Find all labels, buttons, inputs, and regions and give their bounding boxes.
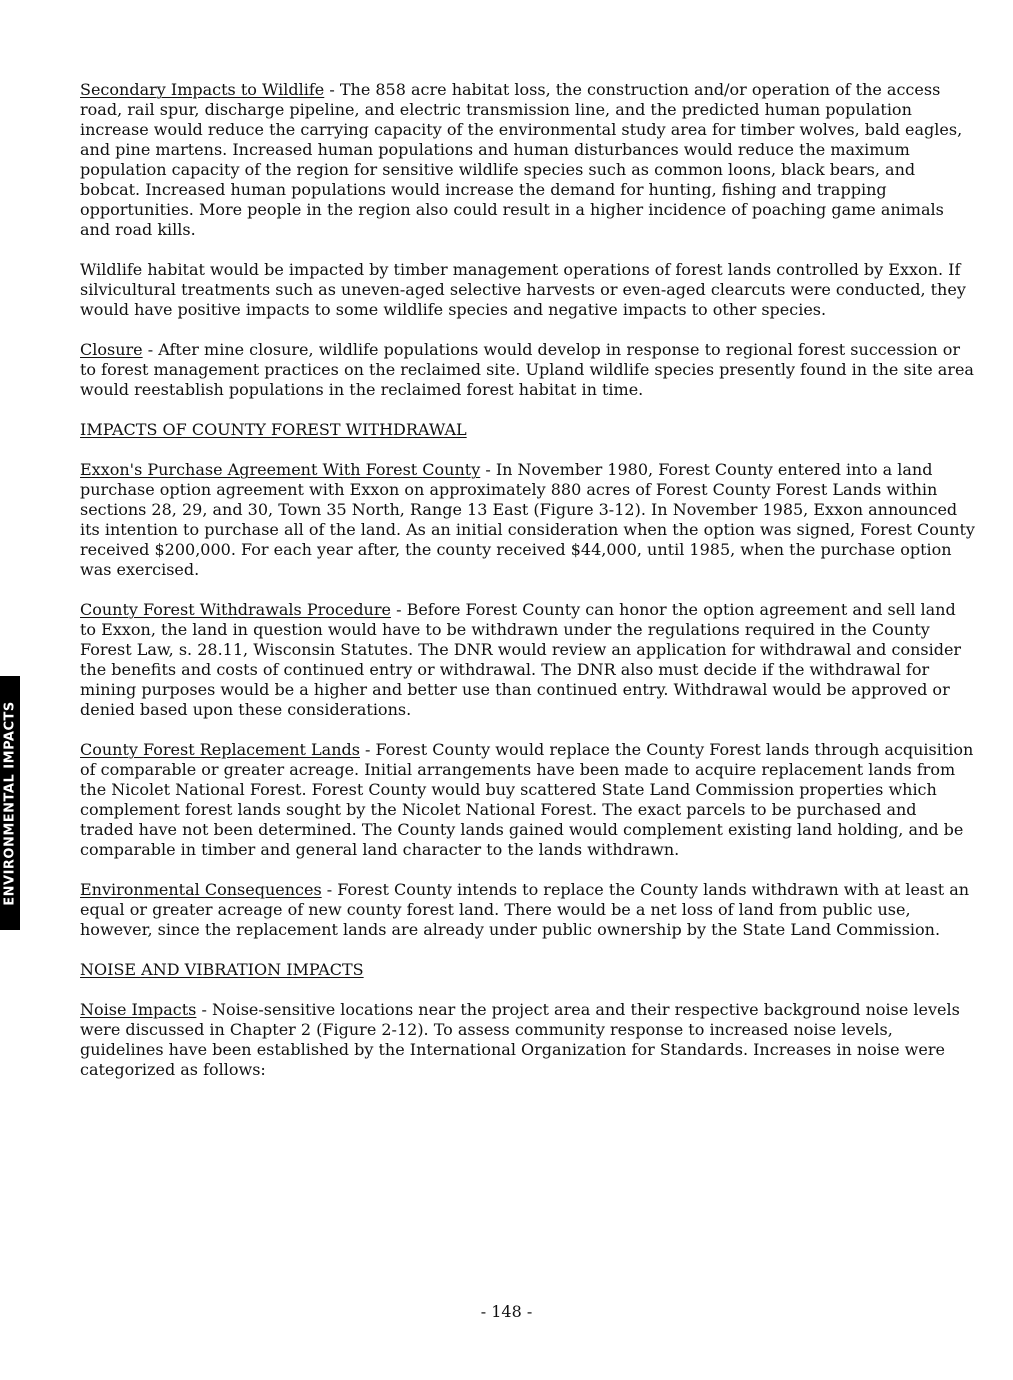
side-tab-label: ENVIRONMENTAL IMPACTS bbox=[2, 700, 18, 906]
paragraph-withdrawals-procedure bbox=[80, 600, 975, 720]
paragraph-wildlife-habitat bbox=[80, 260, 975, 320]
paragraph-text: - Before Forest County can honor the option agreement and sell land to Exxon, the land in question would have to be withdrawn under the regulations required in the County Forest Law, s. 28.11, Wisconsin Statutes. The DNR would review an application for withdrawal and consider the benefits and costs of continued entry or withdrawal. The DNR also must decide if the withdrawal for mining purposes would be a higher and better use than continued entry. Withdrawal would be approved or denied based upon these considerations. bbox=[80, 600, 962, 719]
paragraph-noise-impacts bbox=[80, 1000, 975, 1080]
paragraph-lead: Environmental Consequences bbox=[80, 880, 322, 899]
paragraph-lead: County Forest Replacement Lands bbox=[80, 740, 360, 759]
paragraph-text: - After mine closure, wildlife populations would develop in response to regional forest succession or to forest management practices on the reclaimed site. Upland wildlife species presently found in the site area would reestablish populations in the reclaimed forest habitat in time. bbox=[80, 340, 974, 399]
paragraph-purchase-agreement bbox=[80, 460, 975, 580]
paragraph-text: - The 858 acre habitat loss, the construction and/or operation of the access road, rail spur, discharge pipeline, and electric transmission line, and the predicted human population increase would reduce the carrying capacity of the environmental study area for timber wolves, bald eagles, and pine martens. Increased human populations and human disturbances would reduce the maximum population capacity of the region for sensitive wildlife species such as common loons, black bears, and bobcat. Increased human populations would increase the demand for hunting, fishing and trapping opportunities. More people in the region also could result in a higher incidence of poaching game animals and road kills. bbox=[80, 80, 963, 239]
paragraph-lead: Exxon's Purchase Agreement With Forest County bbox=[80, 460, 481, 479]
paragraph-text: Wildlife habitat would be impacted by timber management operations of forest lands controlled by Exxon. If silvicultural treatments such as uneven-aged selective harvests or even-aged clearcuts were conducted, they would have positive impacts to some wildlife species and negative impacts to other species. bbox=[80, 260, 966, 319]
paragraph-text: - Noise-sensitive locations near the project area and their respective background noise levels were discussed in Chapter 2 (Figure 2-12). To assess community response to increased noise levels, guidelines have been established by the International Organization for Standards. Increases in noise were categorized as follows: bbox=[80, 1000, 960, 1079]
paragraph-text: - Forest County intends to replace the County lands withdrawn with at least an equal or greater acreage of new county forest land. There would be a net loss of land from public use, however, since the replacement lands are already under public ownership by the State Land Commission. bbox=[80, 880, 970, 939]
page-number: - 148 - bbox=[480, 1302, 533, 1321]
paragraph-lead: County Forest Withdrawals Procedure bbox=[80, 600, 391, 619]
paragraph-environmental-consequences bbox=[80, 880, 975, 940]
paragraph-secondary-impacts bbox=[80, 80, 975, 240]
section-heading-noise: NOISE AND VIBRATION IMPACTS bbox=[80, 960, 364, 979]
paragraph-text: - In November 1980, Forest County entered into a land purchase option agreement with Exxon on approximately 880 acres of Forest County Forest Lands within sections 28, 29, and 30, Town 35 North, Range 13 East (Figure 3-12). In November 1985, Exxon announced its intention to purchase all of the land. As an initial consideration when the option was signed, Forest County received $200,000. For each year after, the county received $44,000, until 1985, when the purchase option was exercised. bbox=[80, 460, 975, 579]
paragraph-closure bbox=[80, 340, 975, 400]
paragraph-lead: Noise Impacts bbox=[80, 1000, 197, 1019]
paragraph-lead: Closure bbox=[80, 340, 143, 359]
paragraph-lead: Secondary Impacts to Wildlife bbox=[80, 80, 325, 99]
section-heading-county-forest: IMPACTS OF COUNTY FOREST WITHDRAWAL bbox=[80, 420, 467, 439]
section-side-tab bbox=[0, 676, 20, 930]
paragraph-text: - Forest County would replace the County Forest lands through acquisition of comparable or greater acreage. Initial arrangements have been made to acquire replacement lands from the Nicolet National Forest. Forest County would buy scattered State Land Commission properties which complement forest lands sought by the Nicolet National Forest. The exact parcels to be purchased and traded have not been determined. The County lands gained would complement existing land holding, and be comparable in timber and general land character to the lands withdrawn. bbox=[80, 740, 974, 859]
paragraph-replacement-lands bbox=[80, 740, 975, 860]
document-body bbox=[80, 80, 975, 1100]
